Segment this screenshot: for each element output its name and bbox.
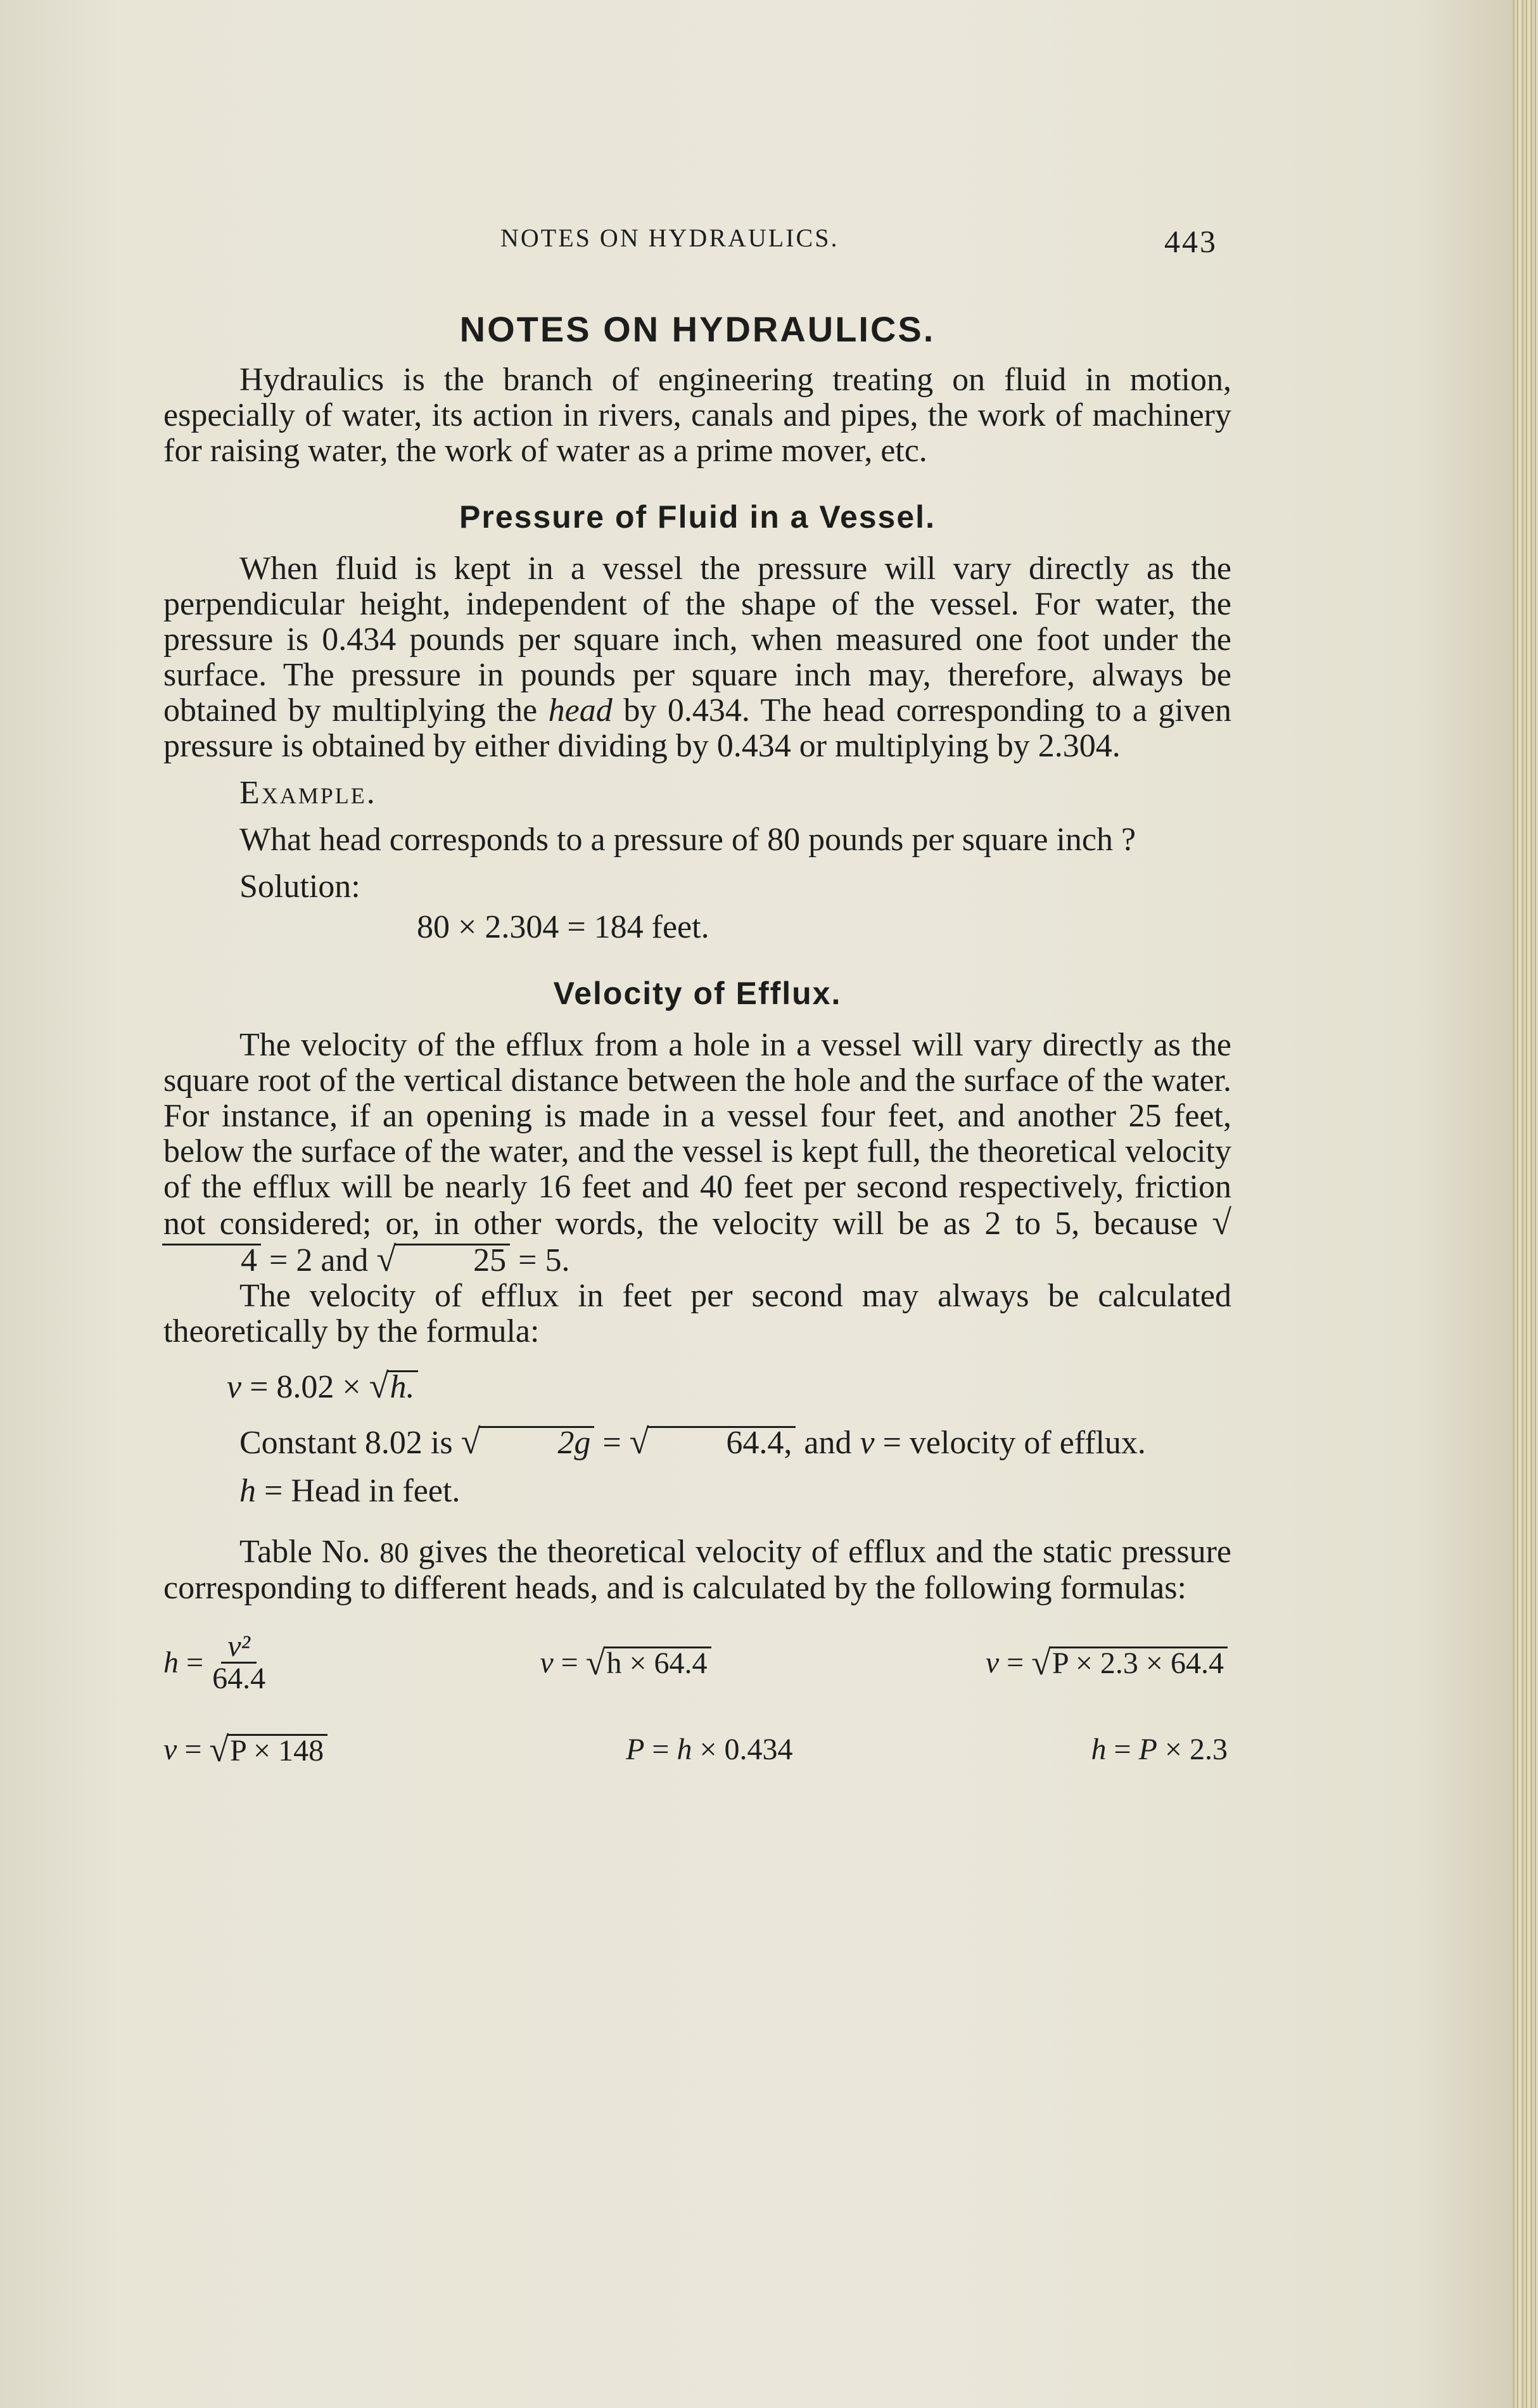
- head-variable: h: [239, 1473, 256, 1509]
- pressure-paragraph: [163, 551, 1231, 764]
- f4-eq: =: [184, 1733, 202, 1766]
- formula-row-2: [163, 1732, 1231, 1768]
- table-paragraph: [163, 1534, 1231, 1606]
- constant-v: v: [860, 1425, 875, 1461]
- pressure-text-1: When fluid is kept in a vessel the pressure will vary directly as the perpendicular height, independent of the shape of the vessel. For water, the pressure is 0.434 pounds per square inch, when measured one foot under the surface. The pressure in pounds per square inch may, therefore, always be obtained by multiplying the: [163, 551, 1231, 729]
- f6-tail: × 2.3: [1164, 1733, 1228, 1766]
- radical-icon: √: [461, 1422, 481, 1462]
- f6-lhs: h: [1091, 1733, 1107, 1766]
- f6-p: P: [1138, 1733, 1157, 1766]
- velocity-text-1: The velocity of the efflux from a hole in a vessel will vary directly as the square root of the vertical distance between the hole and the surface of the water. For instance, if an opening is made in a vessel four feet, and another 25 feet, below the surface of the water, and the vessel is kept full, the theoretical velocity of the efflux will be nearly 16 feet and 40 feet per second respectively, friction not considered; or, in other words, the velocity will be as 2 to 5, because: [163, 1027, 1231, 1242]
- formula-v: v: [227, 1369, 242, 1405]
- radical-icon: √: [369, 1366, 389, 1406]
- f2-eq: =: [561, 1645, 578, 1679]
- example-question: What head corresponds to a pressure of 80 pounds per square inch ?: [239, 822, 1136, 858]
- running-header: NOTES ON HYDRAULICS.: [500, 224, 839, 252]
- table-pre: Table No.: [239, 1534, 371, 1570]
- constant-tail: = velocity of efflux.: [882, 1425, 1146, 1461]
- f4-lhs: v: [163, 1733, 177, 1766]
- formula-radicand-h: h.: [387, 1370, 418, 1403]
- formula-p-from-h: [626, 1732, 792, 1768]
- radical-icon: √: [585, 1643, 606, 1683]
- radical-icon: √: [376, 1240, 397, 1279]
- f3-lhs: v: [985, 1645, 1000, 1679]
- radical-icon: √: [209, 1730, 229, 1769]
- f1-lhs: h: [163, 1645, 179, 1679]
- velocity-formula: [163, 1368, 1231, 1405]
- page-number: 443: [1164, 224, 1217, 259]
- radicand-64-4: 64.4,: [647, 1426, 796, 1458]
- head-definition-text: = Head in feet.: [264, 1473, 461, 1509]
- formula-row-1: [163, 1631, 1231, 1694]
- radical-icon: √: [1031, 1643, 1051, 1683]
- constant-line: [163, 1424, 1231, 1461]
- f2-lhs: v: [540, 1645, 554, 1679]
- head-term: head: [548, 692, 613, 729]
- f1-numerator: v²: [221, 1631, 257, 1664]
- f5-tail: × 0.434: [699, 1733, 793, 1766]
- radicand-4: 4: [162, 1244, 261, 1276]
- eq1-tail: = 2 and: [269, 1242, 369, 1278]
- constant-equals: =: [602, 1425, 621, 1461]
- formula-v-from-p: [986, 1645, 1228, 1681]
- page-title: NOTES ON HYDRAULICS.: [459, 309, 936, 349]
- pressure-text-2: by 0.434. The head corresponding to a given pressure is obtained by either dividing by 0.434 or multiplying by 2.304.: [163, 692, 1232, 764]
- section-heading-velocity: Velocity of Efflux.: [553, 976, 842, 1011]
- example-label: Example.: [239, 775, 377, 811]
- f4-radicand: P × 148: [227, 1734, 327, 1766]
- velocity-paragraph-1: [163, 1028, 1231, 1278]
- f1-denominator: 64.4: [212, 1662, 266, 1695]
- f3-eq: =: [1007, 1645, 1024, 1679]
- f3-radicand: P × 2.3 × 64.4: [1050, 1647, 1228, 1679]
- formula-h-from-p: [1091, 1732, 1228, 1768]
- eq2-tail: = 5.: [518, 1242, 570, 1278]
- velocity-paragraph-2: The velocity of efflux in feet per second may always be calculated theoretically by the formula:: [163, 1278, 1231, 1349]
- section-heading-pressure: Pressure of Fluid in a Vessel.: [459, 499, 936, 535]
- f6-eq: =: [1114, 1733, 1131, 1766]
- f5-h: h: [677, 1733, 692, 1766]
- head-definition: [163, 1474, 1231, 1509]
- fraction: [212, 1631, 265, 1694]
- radicand-25: 25: [395, 1244, 510, 1276]
- constant-and: and: [804, 1425, 852, 1461]
- f5-eq: =: [652, 1733, 670, 1766]
- solution-label: Solution:: [239, 869, 360, 905]
- radical-icon: √: [1212, 1203, 1232, 1242]
- f1-eq: =: [186, 1645, 204, 1679]
- radicand-2g: 2g: [479, 1426, 594, 1458]
- radical-icon: √: [629, 1422, 649, 1462]
- formula-mid: = 8.02 ×: [250, 1369, 361, 1405]
- table-number: 80: [379, 1536, 409, 1569]
- page-content: [163, 304, 1231, 1768]
- formula-v-from-h: [540, 1645, 711, 1681]
- intro-paragraph: Hydraulics is the branch of engineering treating on fluid in motion, especially of water, its action in rivers, canals and pipes, the work of machinery for raising water, the work of water as a prime mover, etc.: [163, 362, 1231, 469]
- table-post: gives the theoretical velocity of efflux and the static pressure corresponding to different heads, and is calculated by the following formulas:: [163, 1534, 1232, 1606]
- formula-h-from-v: [163, 1631, 265, 1694]
- formula-v-from-p-148: [163, 1732, 327, 1768]
- constant-label: Constant 8.02 is: [239, 1425, 453, 1461]
- f2-radicand: h × 64.4: [604, 1647, 711, 1679]
- solution-equation: 80 × 2.304 = 184 feet.: [417, 909, 709, 945]
- book-spine-edge: [1513, 0, 1538, 2408]
- f5-lhs: P: [626, 1733, 645, 1766]
